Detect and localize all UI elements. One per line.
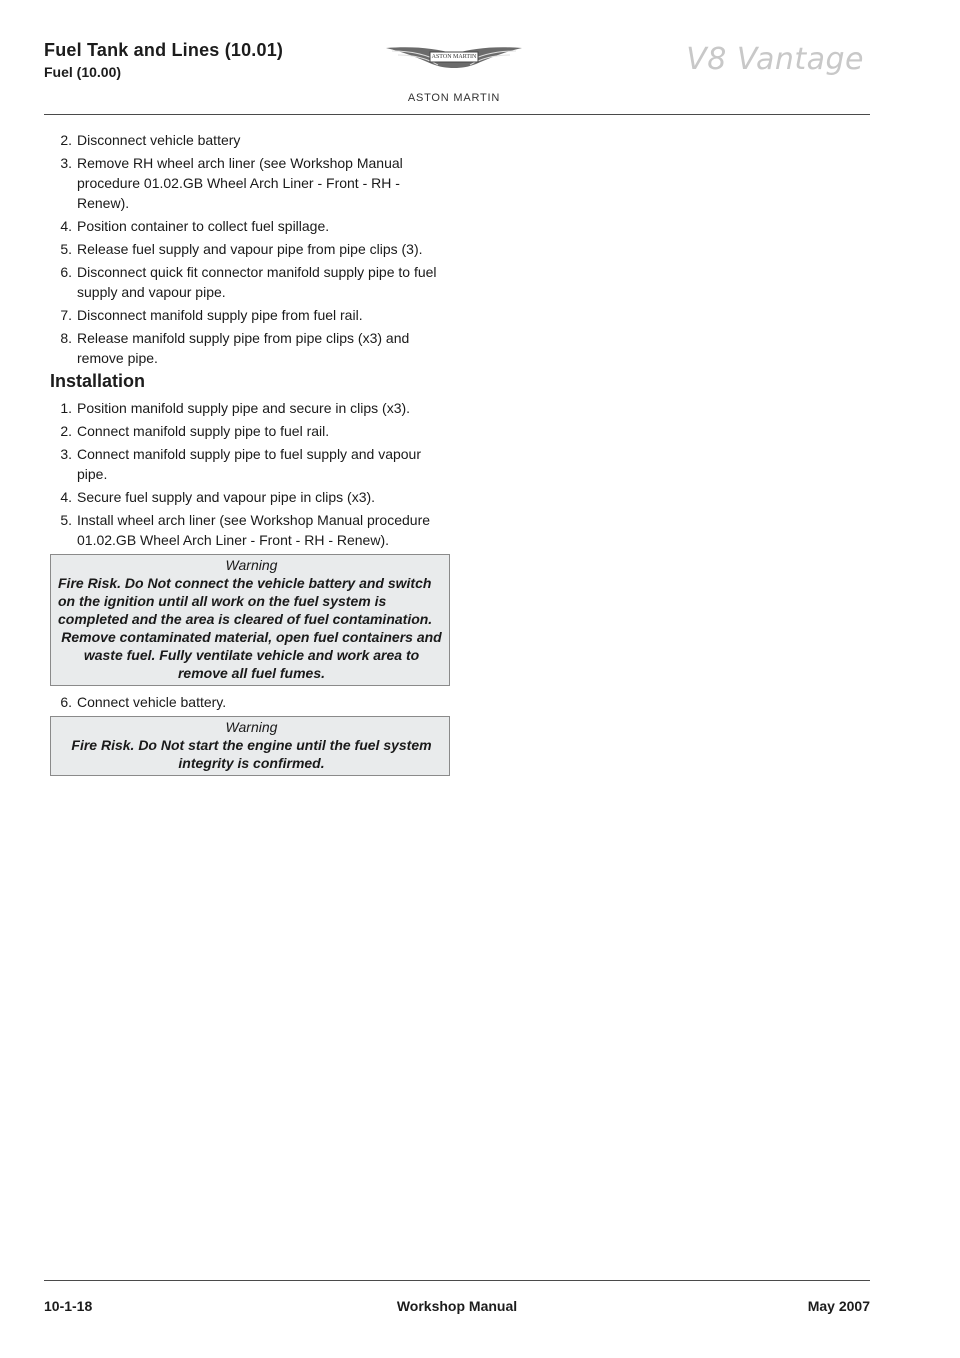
logo-text: ASTON MARTIN [407,92,501,104]
removal-steps [50,130,450,368]
list-item: 2. Connect manifold supply pipe to fuel rail. [60,423,330,439]
list-item: 6. Disconnect quick fit connector manifold supply pipe to fuel supply and vapour pipe. [60,264,437,300]
installation-heading: Installation [50,371,146,391]
warning-text: Remove contaminated material, open fuel containers and waste fuel. Fully ventilate vehicle and work area to remove all fuel fumes. [61,629,442,681]
publish-date: May 2007 [807,1298,870,1314]
list-item: 8. Release manifold supply pipe from pipe clips (x3) and remove pipe. [60,330,410,366]
manual-name: Workshop Manual [396,1298,518,1314]
footer-rule [44,1280,870,1281]
list-item: 3. Connect manifold supply pipe to fuel supply and vapour pipe. [60,446,421,482]
list-item: 1. Position manifold supply pipe and secure in clips (x3). [60,400,411,416]
section-title: Fuel Tank and Lines (10.01) [44,40,284,60]
aston-martin-logo [384,40,524,110]
warning-title: Warning [225,719,278,735]
warning-text: Fire Risk. Do Not start the engine until the fuel system integrity is confirmed. [71,737,432,771]
installation-steps [50,398,450,550]
list-item: 6. Connect vehicle battery. [60,694,227,710]
page-footer [44,1298,870,1318]
list-item: 5. Install wheel arch liner (see Workshop Manual procedure 01.02.GB Wheel Arch Liner - Front - RH - Renew). [60,512,431,548]
warning-box [50,554,450,686]
section-subtitle: Fuel (10.00) [44,64,122,80]
warning-title: Warning [225,557,278,573]
page-header [44,40,870,116]
list-item: 3. Remove RH wheel arch liner (see Workshop Manual procedure 01.02.GB Wheel Arch Liner - Front - RH - Renew). [60,155,403,211]
list-item: 4. Position container to collect fuel spillage. [60,218,330,234]
list-item: 7. Disconnect manifold supply pipe from fuel rail. [60,307,363,323]
header-rule [44,114,870,115]
warning-text: Fire Risk. Do Not connect the vehicle battery and switch on the ignition until all work on the fuel system is completed and the area is cleared of fuel contamination. [58,575,433,627]
list-item: 5. Release fuel supply and vapour pipe from pipe clips (3). [60,241,423,257]
installation-steps-cont [50,692,450,712]
logo-badge-text: ASTON MARTIN [431,54,477,60]
wings-icon [384,40,524,90]
page-content [50,130,450,782]
list-item: 2. Disconnect vehicle battery [60,132,241,148]
page-number: 10-1-18 [44,1298,93,1314]
list-item: 4. Secure fuel supply and vapour pipe in clips (x3). [60,489,376,505]
model-name: V8 Vantage [686,42,864,77]
warning-box [50,716,450,776]
